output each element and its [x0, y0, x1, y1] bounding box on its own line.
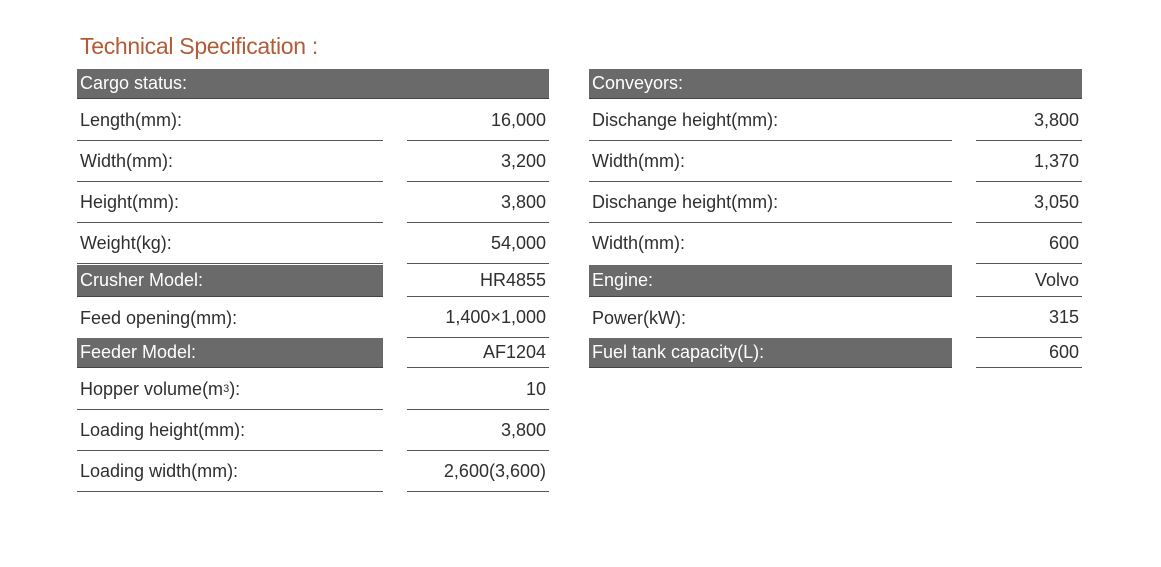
- discharge-height-label-2: Dischange height(mm):: [589, 182, 952, 223]
- width-label: Width(mm):: [77, 141, 383, 182]
- length-value: 16,000: [407, 100, 549, 141]
- feeder-model-label: Feeder Model:: [77, 338, 383, 368]
- conveyor-width-label-1: Width(mm):: [589, 141, 952, 182]
- conveyors-header: [589, 69, 1082, 99]
- weight-value: 54,000: [407, 223, 549, 264]
- conveyor-width-value-1: 1,370: [976, 141, 1082, 182]
- spec-row-length: [77, 100, 549, 141]
- spec-row-width: [77, 141, 549, 182]
- spec-row-feeder-model: [77, 338, 549, 368]
- width-value: 3,200: [407, 141, 549, 182]
- spec-row-discharge-height-2: [589, 182, 1082, 223]
- spec-row-discharge-height-1: [589, 100, 1082, 141]
- spec-row-loading-height: [77, 410, 549, 451]
- spec-row-power: [589, 298, 1082, 338]
- loading-width-value: 2,600(3,600): [407, 451, 549, 492]
- cubic-superscript: 3: [223, 383, 230, 395]
- height-value: 3,800: [407, 182, 549, 223]
- hopper-volume-label-end: ):: [229, 378, 241, 399]
- spec-row-width-2: [589, 223, 1082, 264]
- hopper-volume-label: [77, 369, 383, 410]
- height-label: Height(mm):: [77, 182, 383, 223]
- length-label: Length(mm):: [77, 100, 383, 141]
- loading-width-label: Loading width(mm):: [77, 451, 383, 492]
- spec-row-loading-width: [77, 451, 549, 492]
- weight-label: Weight(kg):: [77, 223, 383, 264]
- power-label: Power(kW):: [592, 307, 686, 328]
- feeder-model-value: AF1204: [407, 338, 549, 368]
- spec-row-hopper-volume: [77, 369, 549, 410]
- spec-row-engine: [589, 265, 1082, 297]
- loading-height-value: 3,800: [407, 410, 549, 451]
- discharge-height-label-1: Dischange height(mm):: [589, 100, 952, 141]
- conveyor-width-label-2: Width(mm):: [592, 233, 685, 253]
- loading-height-label: Loading height(mm):: [77, 410, 383, 451]
- hopper-volume-label-text: Hopper volume(m: [80, 378, 224, 399]
- crusher-model-value: HR4855: [407, 265, 549, 297]
- spec-row-crusher-model: [77, 265, 549, 297]
- conveyors-label: Conveyors:: [589, 69, 1082, 99]
- spec-row-weight: [77, 223, 549, 264]
- page-title: Technical Specification :: [80, 33, 318, 59]
- cargo-status-header: [77, 69, 549, 99]
- conveyor-width-value-2: 600: [976, 223, 1082, 264]
- spec-row-width-1: [589, 141, 1082, 182]
- spec-row-height: [77, 182, 549, 223]
- power-value: 315: [976, 298, 1082, 338]
- engine-value: Volvo: [976, 265, 1082, 297]
- feed-opening-value: 1,400×1,000: [407, 298, 549, 338]
- discharge-height-value-2: 3,050: [976, 182, 1082, 223]
- engine-label: Engine:: [589, 265, 952, 297]
- feed-opening-label: Feed opening(mm):: [80, 307, 238, 328]
- fuel-tank-label: Fuel tank capacity(L):: [589, 338, 952, 368]
- spec-row-fuel-tank: [589, 338, 1082, 368]
- spec-row-feed-opening: [77, 298, 549, 338]
- cargo-status-label: Cargo status:: [77, 69, 549, 99]
- discharge-height-value-1: 3,800: [976, 100, 1082, 141]
- crusher-model-label: Crusher Model:: [77, 265, 383, 297]
- fuel-tank-value: 600: [976, 338, 1082, 368]
- hopper-volume-value: 10: [407, 369, 549, 410]
